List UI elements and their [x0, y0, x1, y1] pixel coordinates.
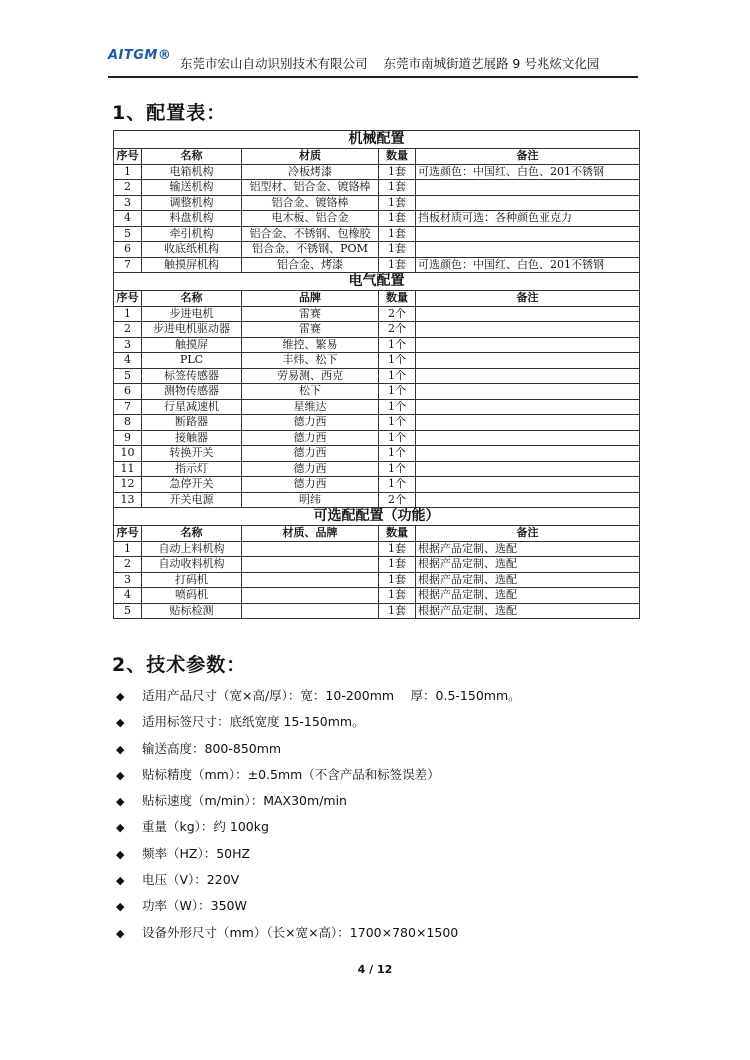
table-cell: 标签传感器 [142, 368, 242, 384]
diamond-bullet-icon: ◆ [116, 690, 125, 703]
table-cell: 步进电机 [142, 306, 242, 322]
column-header: 数量 [379, 526, 416, 542]
table-cell: 1套 [379, 557, 416, 573]
table-row [114, 557, 640, 573]
param-item [116, 923, 521, 949]
table-cell: 铝合金、烤漆 [242, 257, 379, 273]
table-cell: 步进电机驱动器 [142, 322, 242, 338]
table-cell: 测物传感器 [142, 384, 242, 400]
table-cell: 1 [114, 164, 142, 180]
table-row [114, 195, 640, 211]
table-cell: 喷码机 [142, 588, 242, 604]
param-text: 电压（V）：220V [142, 872, 240, 888]
diamond-bullet-icon: ◆ [116, 768, 125, 782]
param-item [116, 739, 521, 765]
column-header: 材质 [242, 149, 379, 165]
table-row [114, 306, 640, 322]
table-cell: 4 [114, 353, 142, 369]
param-item [116, 686, 521, 712]
mechanical-section-title: 机械配置 [114, 131, 640, 149]
table-cell: 松下 [242, 384, 379, 400]
table-cell: 维控、繁易 [242, 337, 379, 353]
table-cell: 可选颜色：中国红、白色、201不锈钢 [416, 164, 640, 180]
table-cell: 星维达 [242, 399, 379, 415]
table-cell [416, 399, 640, 415]
param-item [116, 791, 521, 817]
table-cell: 3 [114, 337, 142, 353]
section1-title: 1、配置表： [112, 102, 227, 124]
table-cell: 指示灯 [142, 461, 242, 477]
column-header: 名称 [142, 149, 242, 165]
table-cell: 自动收料机构 [142, 557, 242, 573]
table-row [114, 257, 640, 273]
table-cell [242, 603, 379, 619]
header-text [180, 54, 599, 72]
table-cell: 德力西 [242, 446, 379, 462]
table-cell: 4 [114, 211, 142, 227]
table-cell: 5 [114, 226, 142, 242]
table-cell: 触摸屏 [142, 337, 242, 353]
diamond-bullet-icon: ◆ [116, 926, 125, 940]
company-name: 东莞市宏山自动识别技术有限公司 [180, 56, 368, 71]
table-row [114, 415, 640, 431]
table-cell: 2 [114, 322, 142, 338]
table-cell: 1个 [379, 477, 416, 493]
table-row [114, 492, 640, 508]
table-cell: 急停开关 [142, 477, 242, 493]
table-cell [416, 492, 640, 508]
table-cell [416, 353, 640, 369]
column-header: 名称 [142, 291, 242, 307]
table-cell [416, 180, 640, 196]
table-cell [416, 384, 640, 400]
table-cell: 电箱机构 [142, 164, 242, 180]
table-cell: 1个 [379, 337, 416, 353]
table-cell: 德力西 [242, 477, 379, 493]
table-cell: 德力西 [242, 461, 379, 477]
table-row [114, 588, 640, 604]
table-cell: 开关电源 [142, 492, 242, 508]
param-item [116, 896, 521, 922]
table-cell [416, 322, 640, 338]
table-cell: 10 [114, 446, 142, 462]
table-cell: 铝合金、不锈钢、包橡胶 [242, 226, 379, 242]
param-item [116, 765, 521, 791]
electrical-header-row [114, 291, 640, 307]
table-cell: 收底纸机构 [142, 242, 242, 258]
table-cell: 行星减速机 [142, 399, 242, 415]
param-text: 适用标签尺寸：底纸宽度 15-150mm。 [142, 714, 365, 730]
table-cell: 贴标检测 [142, 603, 242, 619]
mechanical-section-row [114, 131, 640, 149]
table-cell: 1套 [379, 257, 416, 273]
table-cell: PLC [142, 353, 242, 369]
company-address: 东莞市南城街道艺展路 9 号兆炫文化园 [383, 56, 600, 71]
table-row [114, 399, 640, 415]
table-cell: 铝型材、铝合金、镀铬棒 [242, 180, 379, 196]
page-header [108, 46, 638, 78]
param-text: 重量（kg）：约 100kg [142, 819, 269, 835]
table-cell: 3 [114, 195, 142, 211]
param-text: 设备外形尺寸（mm）（长×宽×高）：1700×780×1500 [142, 924, 459, 940]
param-item [116, 844, 521, 870]
table-cell: 接触器 [142, 430, 242, 446]
param-text: 适用产品尺寸（宽×高/厚）：宽：10-200mm 厚：0.5-150mm。 [142, 688, 521, 703]
diamond-bullet-icon: ◆ [116, 795, 125, 809]
table-cell: 1个 [379, 399, 416, 415]
table-cell: 8 [114, 415, 142, 431]
column-header: 备注 [416, 149, 640, 165]
table-cell: 电木板、铝合金 [242, 211, 379, 227]
table-cell: 雷赛 [242, 322, 379, 338]
column-header: 名称 [142, 526, 242, 542]
table-row [114, 164, 640, 180]
column-header: 备注 [416, 291, 640, 307]
table-cell: 明纬 [242, 492, 379, 508]
table-cell: 雷赛 [242, 306, 379, 322]
table-cell: 转换开关 [142, 446, 242, 462]
table-cell: 德力西 [242, 415, 379, 431]
table-cell: 1套 [379, 195, 416, 211]
optional-section-row [114, 508, 640, 526]
table-cell: 调整机构 [142, 195, 242, 211]
table-row [114, 226, 640, 242]
page-number: 4 / 12 [357, 963, 393, 976]
param-item [116, 870, 521, 896]
column-header: 品牌 [242, 291, 379, 307]
company-logo: AITGM® [108, 48, 172, 63]
table-cell: 1套 [379, 164, 416, 180]
table-cell: 1 [114, 306, 142, 322]
table-cell [242, 541, 379, 557]
table-cell [416, 242, 640, 258]
table-cell: 6 [114, 242, 142, 258]
param-item [116, 817, 521, 843]
table-cell: 1个 [379, 461, 416, 477]
diamond-bullet-icon: ◆ [116, 847, 125, 861]
table-cell: 11 [114, 461, 142, 477]
table-cell: 9 [114, 430, 142, 446]
param-text: 功率（W）：350W [142, 898, 247, 914]
table-cell [242, 588, 379, 604]
table-row [114, 603, 640, 619]
table-cell: 铝合金、不锈钢、POM [242, 242, 379, 258]
param-text: 贴标速度（m/min）：MAX30m/min [142, 793, 347, 809]
param-text: 贴标精度（mm）：±0.5mm（不含产品和标签误差） [142, 766, 440, 782]
table-cell: 1套 [379, 603, 416, 619]
table-cell [242, 557, 379, 573]
column-header: 材质、品牌 [242, 526, 379, 542]
table-cell: 2个 [379, 492, 416, 508]
table-cell: 德力西 [242, 430, 379, 446]
table-row [114, 430, 640, 446]
table-cell [416, 368, 640, 384]
column-header: 序号 [114, 526, 142, 542]
table-cell: 1套 [379, 541, 416, 557]
table-cell: 料盘机构 [142, 211, 242, 227]
table-cell: 4 [114, 588, 142, 604]
table-row [114, 461, 640, 477]
table-row [114, 353, 640, 369]
table-cell [416, 477, 640, 493]
table-cell [416, 226, 640, 242]
table-cell: 12 [114, 477, 142, 493]
table-row [114, 180, 640, 196]
table-cell: 1套 [379, 211, 416, 227]
table-cell: 1个 [379, 446, 416, 462]
diamond-bullet-icon: ◆ [116, 821, 125, 835]
table-cell: 5 [114, 603, 142, 619]
table-row [114, 541, 640, 557]
table-cell: 挡板材质可选：各种颜色亚克力 [416, 211, 640, 227]
table-cell: 可选颜色：中国红、白色、201不锈钢 [416, 257, 640, 273]
table-cell: 1套 [379, 242, 416, 258]
table-cell: 7 [114, 257, 142, 273]
optional-section-title: 可选配配置（功能） [114, 508, 640, 526]
table-cell: 1套 [379, 180, 416, 196]
table-cell: 根据产品定制、选配 [416, 572, 640, 588]
table-cell: 丰炜、松下 [242, 353, 379, 369]
table-cell: 牵引机构 [142, 226, 242, 242]
table-row [114, 477, 640, 493]
table-cell: 13 [114, 492, 142, 508]
table-cell: 1个 [379, 353, 416, 369]
column-header: 数量 [379, 149, 416, 165]
table-cell: 1套 [379, 226, 416, 242]
column-header: 序号 [114, 291, 142, 307]
table-cell [416, 337, 640, 353]
table-row [114, 322, 640, 338]
config-table [113, 130, 640, 619]
diamond-bullet-icon: ◆ [116, 874, 125, 888]
column-header: 备注 [416, 526, 640, 542]
table-row [114, 384, 640, 400]
table-row [114, 337, 640, 353]
optional-header-row [114, 526, 640, 542]
table-cell: 打码机 [142, 572, 242, 588]
table-cell: 自动上料机构 [142, 541, 242, 557]
table-cell: 3 [114, 572, 142, 588]
mechanical-header-row [114, 149, 640, 165]
table-row [114, 572, 640, 588]
tech-params-list [116, 686, 521, 949]
table-cell: 断路器 [142, 415, 242, 431]
table-cell [416, 446, 640, 462]
table-cell: 1个 [379, 430, 416, 446]
electrical-section-row [114, 273, 640, 291]
param-text: 输送高度：800-850mm [142, 740, 282, 756]
table-row [114, 242, 640, 258]
table-cell [416, 415, 640, 431]
table-cell [416, 430, 640, 446]
table-cell: 1个 [379, 368, 416, 384]
electrical-section-title: 电气配置 [114, 273, 640, 291]
table-cell: 2 [114, 557, 142, 573]
table-cell: 2个 [379, 322, 416, 338]
table-cell [416, 461, 640, 477]
table-cell: 冷板烤漆 [242, 164, 379, 180]
table-cell [416, 306, 640, 322]
table-cell: 根据产品定制、选配 [416, 588, 640, 604]
table-row [114, 368, 640, 384]
diamond-bullet-icon: ◆ [116, 900, 125, 914]
param-item [116, 712, 521, 738]
table-cell: 根据产品定制、选配 [416, 541, 640, 557]
table-cell: 劳易测、西克 [242, 368, 379, 384]
table-cell: 1套 [379, 572, 416, 588]
column-header: 数量 [379, 291, 416, 307]
table-cell: 输送机构 [142, 180, 242, 196]
table-cell: 5 [114, 368, 142, 384]
table-cell: 6 [114, 384, 142, 400]
table-cell: 根据产品定制、选配 [416, 603, 640, 619]
table-row [114, 211, 640, 227]
param-text: 频率（HZ）：50HZ [142, 845, 251, 861]
table-cell [416, 195, 640, 211]
diamond-bullet-icon: ◆ [116, 716, 125, 730]
table-cell [242, 572, 379, 588]
table-cell: 铝合金、镀铬棒 [242, 195, 379, 211]
table-cell: 7 [114, 399, 142, 415]
table-cell: 触摸屏机构 [142, 257, 242, 273]
table-cell: 1 [114, 541, 142, 557]
table-cell: 1个 [379, 384, 416, 400]
table-cell: 1个 [379, 415, 416, 431]
table-cell: 1套 [379, 588, 416, 604]
table-cell: 2个 [379, 306, 416, 322]
diamond-bullet-icon: ◆ [116, 742, 125, 756]
table-row [114, 446, 640, 462]
column-header: 序号 [114, 149, 142, 165]
table-cell: 2 [114, 180, 142, 196]
table-cell: 根据产品定制、选配 [416, 557, 640, 573]
section2-title: 2、技术参数： [112, 654, 247, 676]
